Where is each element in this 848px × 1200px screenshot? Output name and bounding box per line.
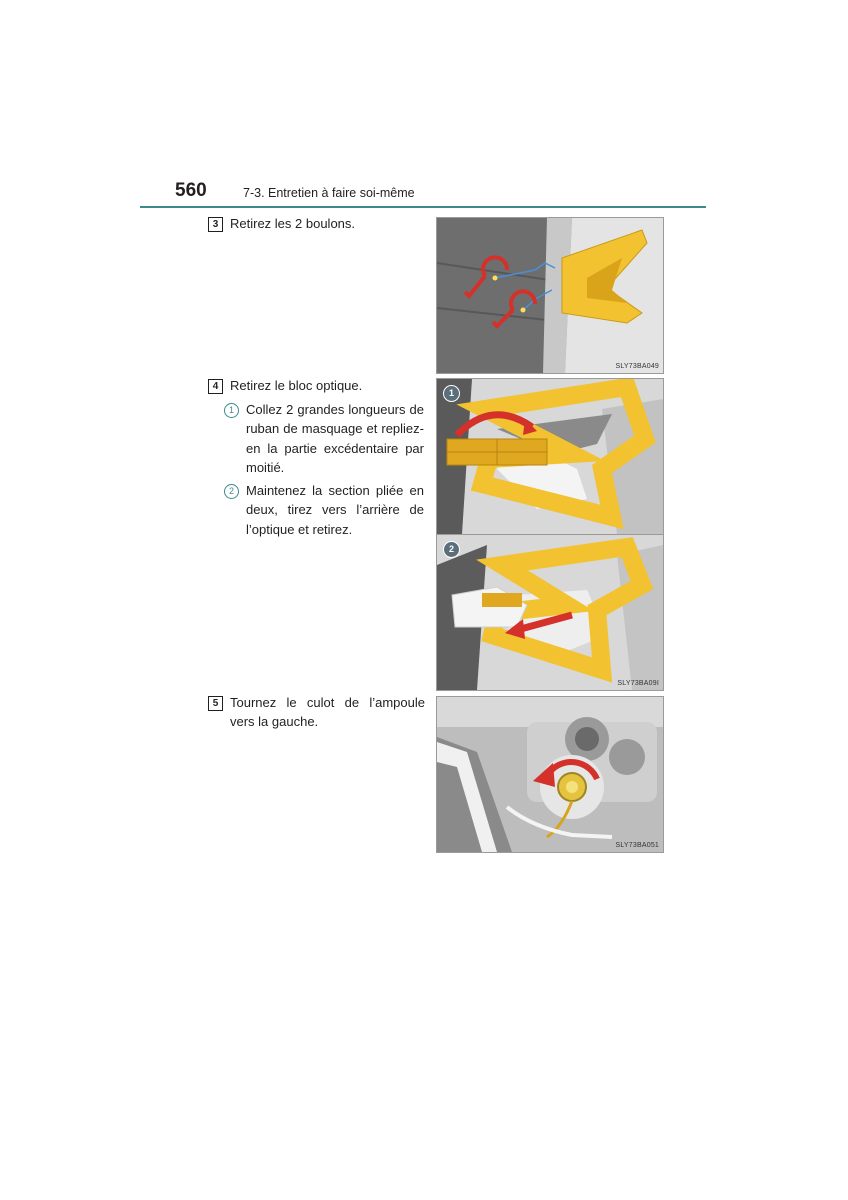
- figure-remove-bolts: [436, 217, 664, 374]
- substep-number-2: 2: [224, 484, 239, 499]
- substep-2-text: Maintenez la section pliée en deux, tirez vers l’arrière de l’optique et retirez.: [246, 483, 424, 537]
- figure-pull-headlight: [436, 534, 664, 691]
- step-3-text: Retirez les 2 boulons.: [230, 216, 356, 231]
- figure-badge-2: 2: [443, 541, 460, 558]
- page-number: 560: [175, 180, 207, 201]
- step-number-5: 5: [208, 696, 223, 711]
- step-number-3: 3: [208, 217, 223, 232]
- header-rule: [140, 206, 706, 208]
- step-5-text: Tournez le culot de l’ampoule vers la gauche.: [230, 695, 425, 730]
- section-title: 7-3. Entretien à faire soi-même: [243, 186, 415, 200]
- step-number-4: 4: [208, 379, 223, 394]
- figure-code: SLY73BA09I: [617, 680, 659, 687]
- figure-code: SLY73BA049: [615, 363, 659, 370]
- figure-code: SLY73BA051: [615, 842, 659, 849]
- figure-apply-tape: [436, 378, 664, 535]
- substep-1-text: Collez 2 grandes longueurs de ruban de masquage et repliez-en la partie excédentaire par moitié.: [246, 402, 424, 475]
- step-4-text: Retirez le bloc optique.: [230, 378, 363, 393]
- figure-turn-bulb: [436, 696, 664, 853]
- figure-badge-1: 1: [443, 385, 460, 402]
- substep-number-1: 1: [224, 403, 239, 418]
